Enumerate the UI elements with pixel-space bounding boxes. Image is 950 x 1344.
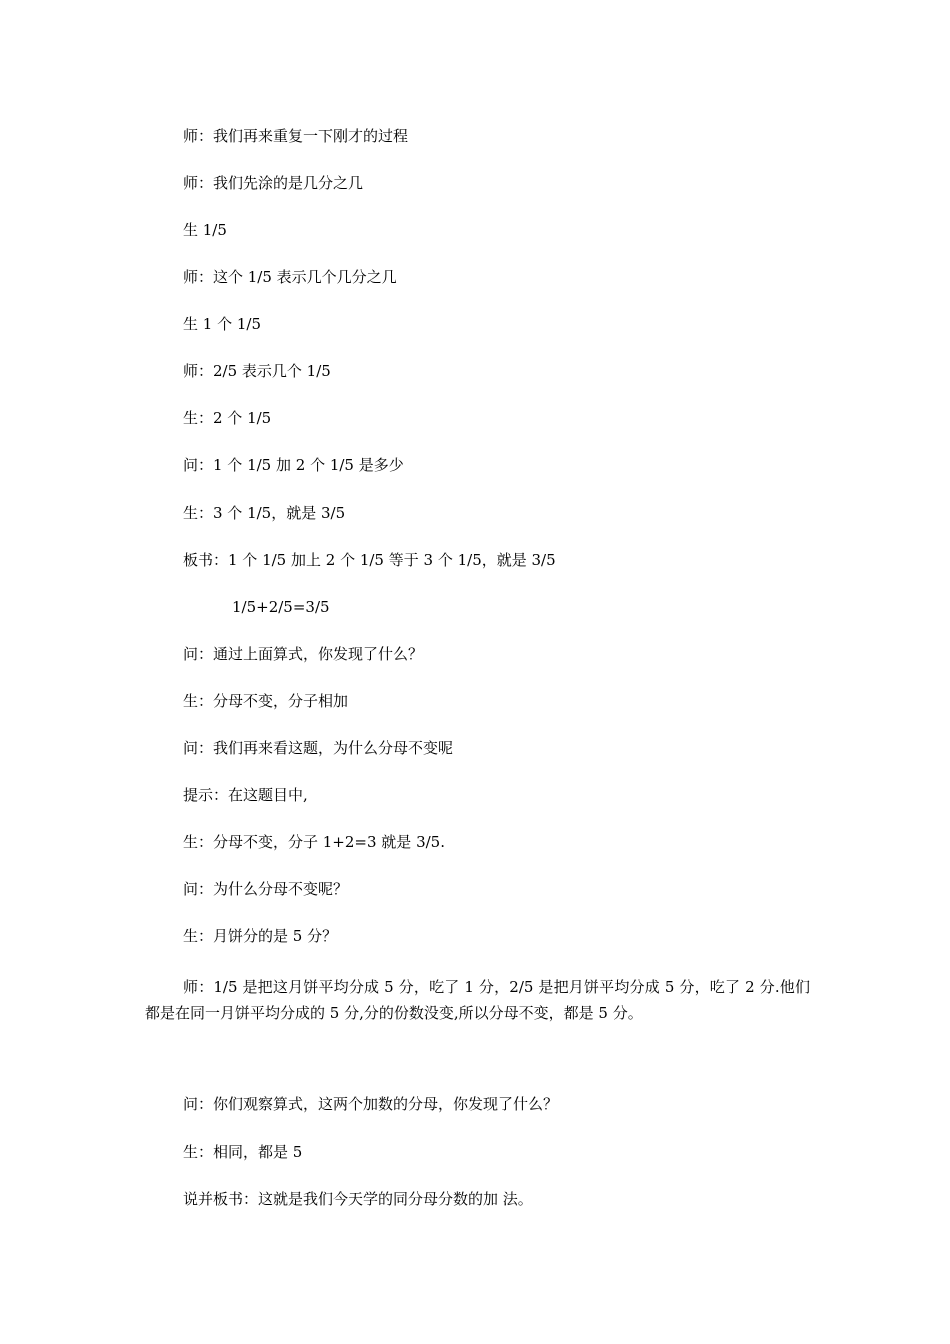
dialogue-line: 生：分母不变，分子 1+2=3 就是 3/5.	[183, 833, 445, 851]
dialogue-line: 师：我们先涂的是几分之几	[183, 174, 364, 192]
dialogue-line: 师：这个 1/5 表示几个几分之几	[183, 268, 397, 286]
dialogue-line: 问：为什么分母不变呢？	[183, 880, 349, 898]
teacher-explanation-paragraph: 师：1/5 是把这月饼平均分成 5 分，吃了 1 分，2/5 是把月饼平均分成 5 分，吃了 2 分.他们都是在同一月饼平均分成的 5 分,分的份数没变,所以分母不变，都是 5 分。	[145, 978, 810, 1022]
dialogue-line: 生：3 个 1/5，就是 3/5	[183, 504, 346, 522]
board-writing-line: 说并板书：这就是我们今天学的同分母分数的加 法。	[183, 1190, 533, 1208]
hint-line: 提示：在这题目中,	[183, 786, 308, 804]
dialogue-line: 问：我们再来看这题，为什么分母不变呢	[183, 739, 454, 757]
dialogue-line: 问：你们观察算式，这两个加数的分母，你发现了什么？	[183, 1095, 559, 1113]
dialogue-line: 生：2 个 1/5	[183, 409, 272, 427]
dialogue-line: 生 1 个 1/5	[183, 315, 261, 333]
dialogue-line: 生：月饼分的是 5 分？	[183, 927, 338, 945]
dialogue-line: 师：我们再来重复一下刚才的过程	[183, 127, 409, 145]
equation-line: 1/5+2/5=3/5	[232, 598, 330, 616]
dialogue-line: 生：分母不变，分子相加	[183, 692, 349, 710]
dialogue-line: 问：通过上面算式，你发现了什么？	[183, 645, 424, 663]
dialogue-line: 师：2/5 表示几个 1/5	[183, 362, 331, 380]
dialogue-line: 生：相同，都是 5	[183, 1143, 303, 1161]
dialogue-line: 问：1 个 1/5 加 2 个 1/5 是多少	[183, 456, 404, 474]
board-writing-line: 板书：1 个 1/5 加上 2 个 1/5 等于 3 个 1/5，就是 3/5	[183, 551, 556, 569]
dialogue-line: 生 1/5	[183, 221, 227, 239]
